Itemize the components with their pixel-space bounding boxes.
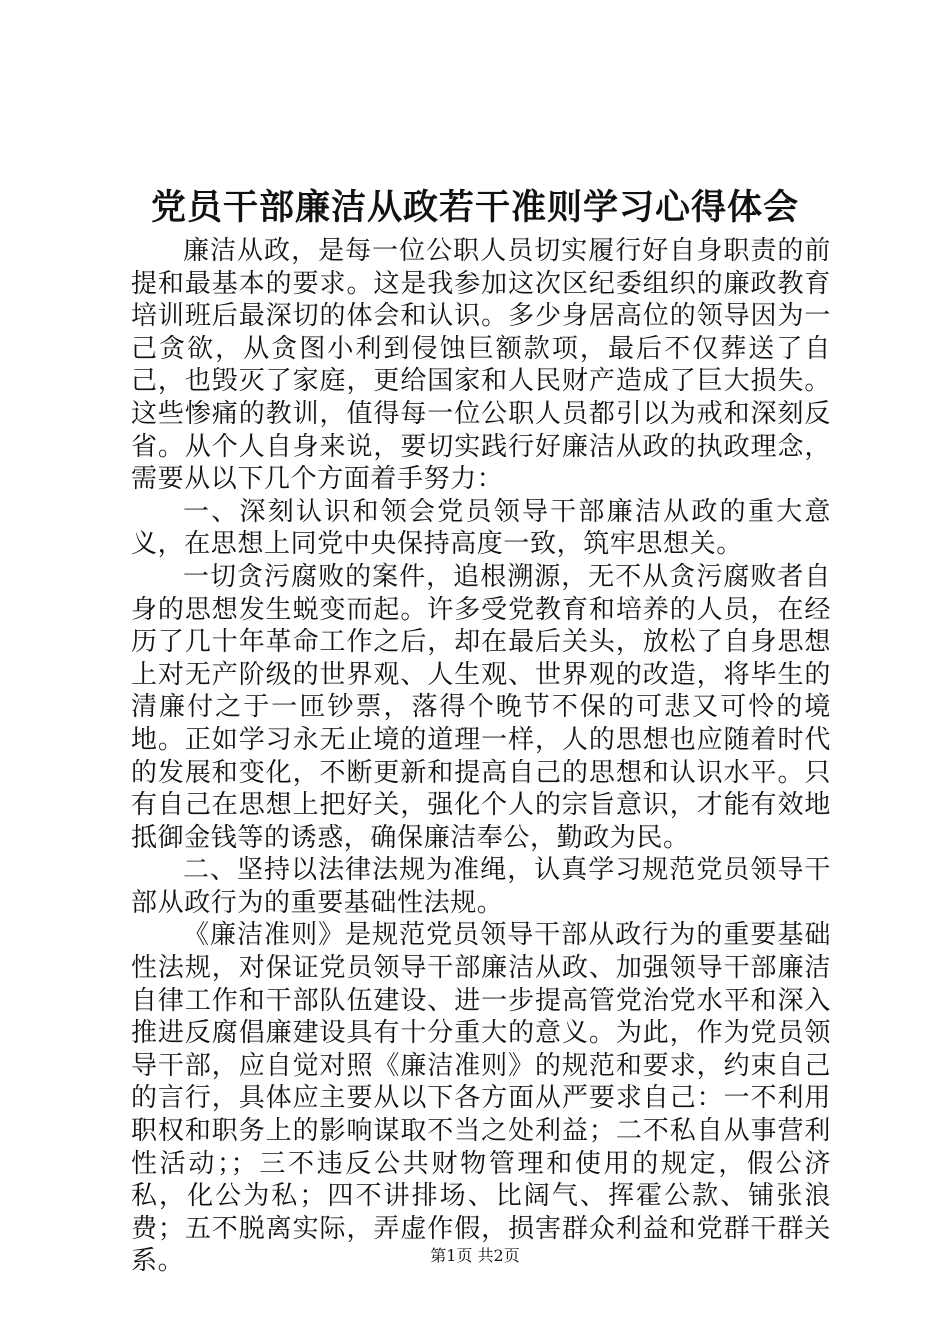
paragraph-heading-one: 一、深刻认识和领会党员领导干部廉洁从政的重大意义，在思想上同党中央保持高度一致，筑牢思想关。 bbox=[131, 496, 831, 560]
document-body bbox=[131, 235, 831, 1278]
paragraph-section-one: 一切贪污腐败的案件，追根溯源，无不从贪污腐败者自身的思想发生蜕变而起。许多受党教育和培养的人员，在经历了几十年革命工作之后，却在最后关头，放松了自身思想上对无产阶级的世界观、人生观、世界观的改造，将毕生的清廉付之于一匝钞票，落得个晚节不保的可悲又可怜的境地。正如学习永无止境的道理一样，人的思想也应随着时代的发展和变化，不断更新和提高自己的思想和认识水平。只有自己在思想上把好关，强化个人的宗旨意识，才能有效地抵御金钱等的诱惑，确保廉洁奉公，勤政为民。 bbox=[131, 561, 831, 853]
paragraph-intro: 廉洁从政，是每一位公职人员切实履行好自身职责的前提和最基本的要求。这是我参加这次区纪委组织的廉政教育培训班后最深切的体会和认识。多少身居高位的领导因为一己贪欲，从贪图小利到侵蚀巨额款项，最后不仅葬送了自己，也毁灭了家庭，更给国家和人民财产造成了巨大损失。这些惨痛的教训，值得每一位公职人员都引以为戒和深刻反省。从个人自身来说，要切实践行好廉洁从政的执政理念，需要从以下几个方面着手努力： bbox=[131, 236, 831, 495]
page-number-footer: 第1页 共2页 bbox=[430, 1246, 520, 1265]
paragraph-section-two: 《廉洁准则》是规范党员领导干部从政行为的重要基础性法规，对保证党员领导干部廉洁从政、加强领导干部廉洁自律工作和干部队伍建设、进一步提高管党治党水平和深入推进反腐倡廉建设具有十分重大的意义。为此，作为党员领导干部，应自觉对照《廉洁准则》的规范和要求，约束自己的言行，具体应主要从以下各方面从严要求自己：一不利用职权和职务上的影响谋取不当之处利益；二不私自从事营利性活动；；三不违反公共财物管理和使用的规定，假公济私，化公为私；四不讲排场、比阔气、挥霍公款、铺张浪费；五不脱离实际，弄虚作假，损害群众利益和党群干群关系。 bbox=[131, 920, 831, 1277]
document-title: 党员干部廉洁从政若干准则学习心得体会 bbox=[150, 187, 799, 228]
paragraph-heading-two: 二、坚持以法律法规为准绳，认真学习规范党员领导干部从政行为的重要基础性法规。 bbox=[131, 855, 831, 918]
